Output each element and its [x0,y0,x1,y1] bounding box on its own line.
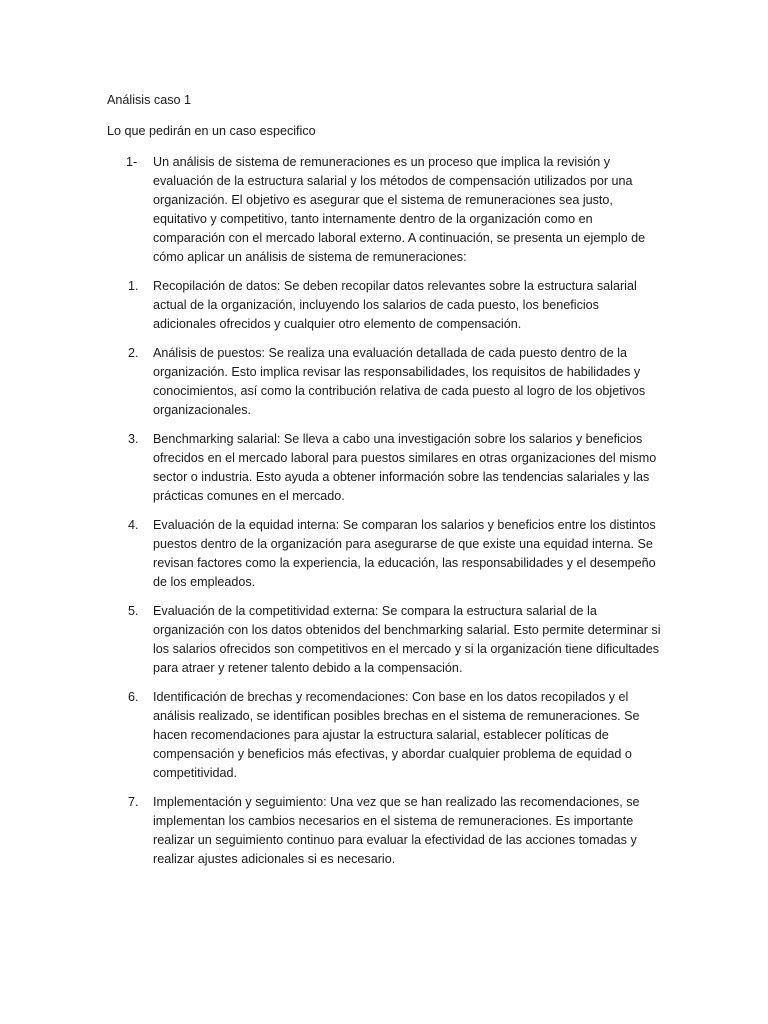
document-subtitle: Lo que pedirán en un caso especifico [107,124,316,138]
document-title: Análisis caso 1 [107,93,191,107]
list-item-text: Evaluación de la equidad interna: Se comparan los salarios y beneficios entre los distintos puestos dentro de la organización para asegurarse de que existe una equidad interna. Se revisan factores como la experiencia, la educación, las responsabilidades y el desempeño de los empleados. [153,518,656,589]
intro-paragraph [107,153,662,267]
list-item [107,793,662,869]
list-item-text: Benchmarking salarial: Se lleva a cabo una investigación sobre los salarios y beneficios ofrecidos en el mercado laboral para puestos similares en otras organizaciones del mismo sector o industria. Esto ayuda a obtener información sobre las tendencias salariales y las prácticas comunes en el mercado. [153,432,657,503]
list-item [107,344,662,420]
list-item-text: Análisis de puestos: Se realiza una evaluación detallada de cada puesto dentro de la organización. Esto implica revisar las responsabilidades, los requisitos de habilidades y conocimientos, así como la contribución relativa de cada puesto al logro de los objetivos organizacionales. [153,346,646,417]
list-item-number: 6. [128,690,139,704]
list-item-number: 3. [128,432,139,446]
list-item-text: Identificación de brechas y recomendaciones: Con base en los datos recopilados y el análisis realizado, se identifican posibles brechas en el sistema de remuneraciones. Se hacen recomendaciones para ajustar la estructura salarial, establecer políticas de compensación y beneficios más efectivas, y abordar cualquier problema de equidad o competitividad. [153,690,640,780]
steps-list [107,277,662,869]
list-item-text: Implementación y seguimiento: Una vez que se han realizado las recomendaciones, se implementan los cambios necesarios en el sistema de remuneraciones. Es importante realizar un seguimiento continuo para evaluar la efectividad de las acciones tomadas y realizar ajustes adicionales si es necesario. [153,795,640,866]
list-item-text: Evaluación de la competitividad externa: Se compara la estructura salarial de la organización con los datos obtenidos del benchmarking salarial. Esto permite determinar si los salarios ofrecidos son competitivos en el mercado y si la organización tiene dificultades para atraer y retener talento debido a la compensación. [153,604,661,675]
list-item-number: 5. [128,604,139,618]
list-item [107,277,662,334]
list-item [107,430,662,506]
document-body [107,91,662,879]
intro-number: 1- [126,155,138,169]
list-item [107,516,662,592]
list-item [107,688,662,783]
list-item-number: 7. [128,795,139,809]
list-item-text: Recopilación de datos: Se deben recopilar datos relevantes sobre la estructura salarial actual de la organización, incluyendo los salarios de cada puesto, los beneficios adicionales ofrecidos y cualquier otro elemento de compensación. [153,279,637,331]
list-item-number: 1. [128,279,139,293]
list-item-number: 2. [128,346,139,360]
intro-text: Un análisis de sistema de remuneraciones es un proceso que implica la revisión y evaluación de la estructura salarial y los métodos de compensación utilizados por una organización. El objetivo es asegurar que el sistema de remuneraciones sea justo, equitativo y competitivo, tanto internamente dentro de la organización como en comparación con el mercado laboral externo. A continuación, se presenta un ejemplo de cómo aplicar un análisis de sistema de remuneraciones: [153,155,646,264]
list-item-number: 4. [128,518,139,532]
list-item [107,602,662,678]
